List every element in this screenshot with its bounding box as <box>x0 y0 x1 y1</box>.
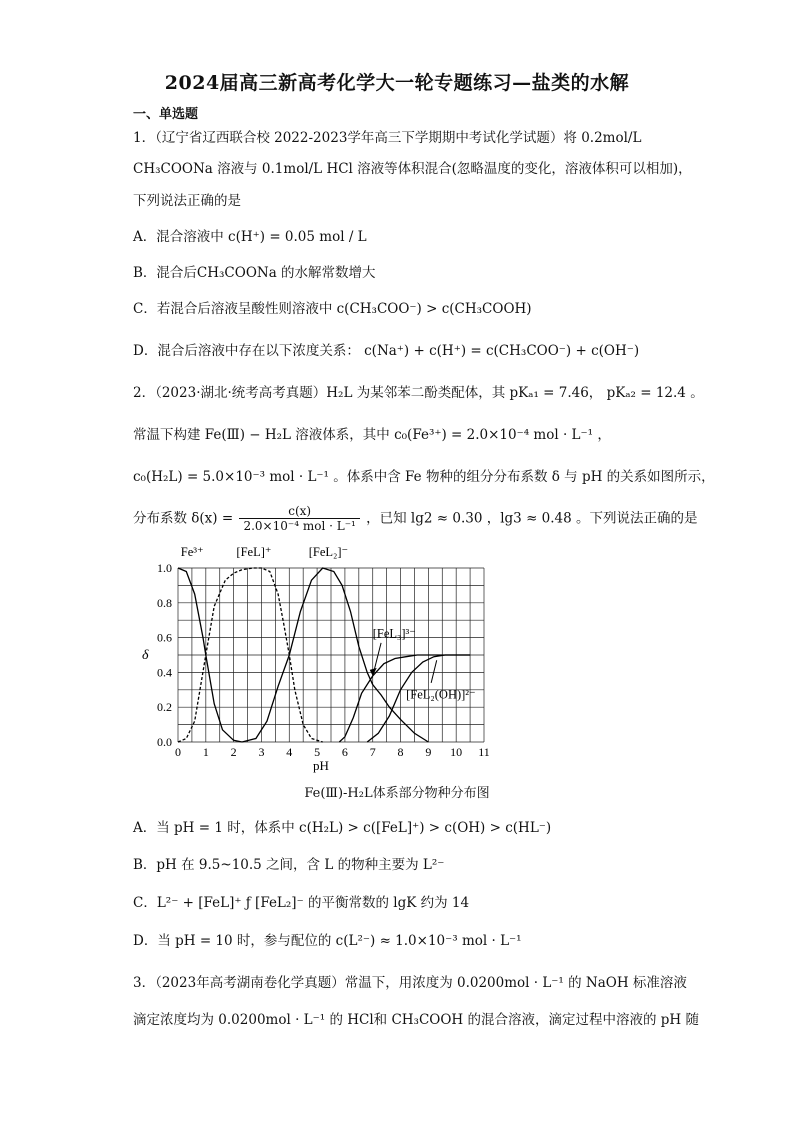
q1-option-c: C．若混合后溶液呈酸性则溶液中 c(CH₃COO⁻) > c(CH₃COOH) <box>133 301 532 317</box>
series-label-1: [FeL]⁺ <box>236 544 272 559</box>
x-tick-label: 4 <box>286 745 293 759</box>
x-tick-label: 8 <box>397 745 404 759</box>
y-tick-label: 0.2 <box>157 700 172 715</box>
q2-distribution-fraction <box>239 504 359 534</box>
series-label-4: [FeL₂(OH)]²⁻ <box>406 687 476 702</box>
y-tick-label: 0.6 <box>157 630 172 645</box>
q1-stem-line-3: 下列说法正确的是 <box>133 193 241 209</box>
q2-stem-line-4 <box>133 504 698 534</box>
q2-distribution-label: 分布系数 δ(x) = <box>133 510 238 527</box>
x-tick-label: 0 <box>175 745 181 759</box>
q2-option-a: A．当 pH = 1 时，体系中 c(H₂L) > c([FeL]⁺) > c(OH) > c(HL⁻) <box>133 820 552 836</box>
x-tick-label: 3 <box>258 745 265 759</box>
y-tick-label: 0.4 <box>157 665 172 680</box>
section-heading: 一、单选题 <box>133 107 199 122</box>
series-label-0: Fe³⁺ <box>180 544 204 559</box>
fraction-numerator: c(x) <box>239 504 359 519</box>
x-tick-label: 7 <box>369 745 376 759</box>
q1-stem-line-1: 1．（辽宁省辽西联合校 2022-2023学年高三下学期期中考试化学试题）将 0.2mol/L <box>133 130 642 146</box>
x-axis-label: pH <box>313 758 329 773</box>
y-tick-label: 0.8 <box>157 595 172 610</box>
y-tick-label: 1.0 <box>157 561 172 575</box>
q3-stem-line-1: 3．（2023年高考湖南卷化学真题）常温下，用浓度为 0.0200mol · L⁻¹ 的 NaOH 标准溶液 <box>133 975 687 991</box>
q2-stem-line-2: 常温下构建 Fe(Ⅲ) − H₂L 溶液体系，其中 c₀(Fe³⁺) = 2.0×10⁻⁴ mol · L⁻¹ ， <box>133 427 611 443</box>
q3-stem-line-2: 滴定浓度均为 0.0200mol · L⁻¹ 的 HCl和 CH₃COOH 的混合溶液，滴定过程中溶液的 pH 随 <box>133 1012 699 1028</box>
q1-stem-line-2: CH₃COONa 溶液与 0.1mol/L HCl 溶液等体积混合(忽略温度的变化，溶液体积可以相加)， <box>133 161 692 177</box>
q2-stem-line-3: c₀(H₂L) = 5.0×10⁻³ mol · L⁻¹ 。体系中含 Fe 物种的组分分布系数 δ 与 pH 的关系如图所示， <box>133 469 715 485</box>
chart-caption: Fe(Ⅲ)-H₂L体系部分物种分布图 <box>304 786 490 801</box>
species-distribution-chart <box>120 540 500 780</box>
x-tick-label: 1 <box>202 745 209 759</box>
x-tick-label: 6 <box>341 745 348 759</box>
y-tick-label: 0.0 <box>157 735 172 749</box>
q1-option-d: D．混合后溶液中存在以下浓度关系： c(Na⁺) + c(H⁺) = c(CH₃COO⁻) + c(OH⁻) <box>133 343 640 359</box>
document-title: 2024届高三新高考化学大一轮专题练习—盐类的水解 <box>164 72 630 94</box>
q2-option-d: D．当 pH = 10 时，参与配位的 c(L²⁻) ≈ 1.0×10⁻³ mol · L⁻¹ <box>133 933 522 949</box>
q2-stem-line-1: 2．（2023·湖北·统考高考真题）H₂L 为某邻苯二酚类配体，其 pKₐ₁ = 7.46， pKₐ₂ = 12.4 。 <box>133 385 704 401</box>
q2-stem-tail: ，已知 lg2 ≈ 0.30 ，lg3 ≈ 0.48 。下列说法正确的是 <box>366 510 698 527</box>
y-axis-label: δ <box>142 648 149 663</box>
x-tick-label: 9 <box>425 745 432 759</box>
x-tick-label: 11 <box>478 745 490 759</box>
fraction-denominator: 2.0×10⁻⁴ mol · L⁻¹ <box>243 519 356 534</box>
x-tick-label: 2 <box>230 745 237 759</box>
q2-option-c: C．L²⁻ + [FeL]⁺ ƒ [FeL₂]⁻ 的平衡常数的 lgK 约为 14 <box>133 895 470 911</box>
annotation-arrow <box>431 660 437 683</box>
x-tick-label: 5 <box>314 745 321 759</box>
series-label-3: [FeL₃]³⁻ <box>372 626 416 641</box>
series-label-2: [FeL₂]⁻ <box>308 544 349 559</box>
q2-option-b: B．pH 在 9.5~10.5 之间，含 L 的物种主要为 L²⁻ <box>133 857 445 873</box>
x-tick-label: 10 <box>450 745 463 759</box>
q1-option-a: A．混合溶液中 c(H⁺) = 0.05 mol / L <box>133 229 367 245</box>
q1-option-b: B．混合后CH₃COONa 的水解常数增大 <box>133 265 376 281</box>
